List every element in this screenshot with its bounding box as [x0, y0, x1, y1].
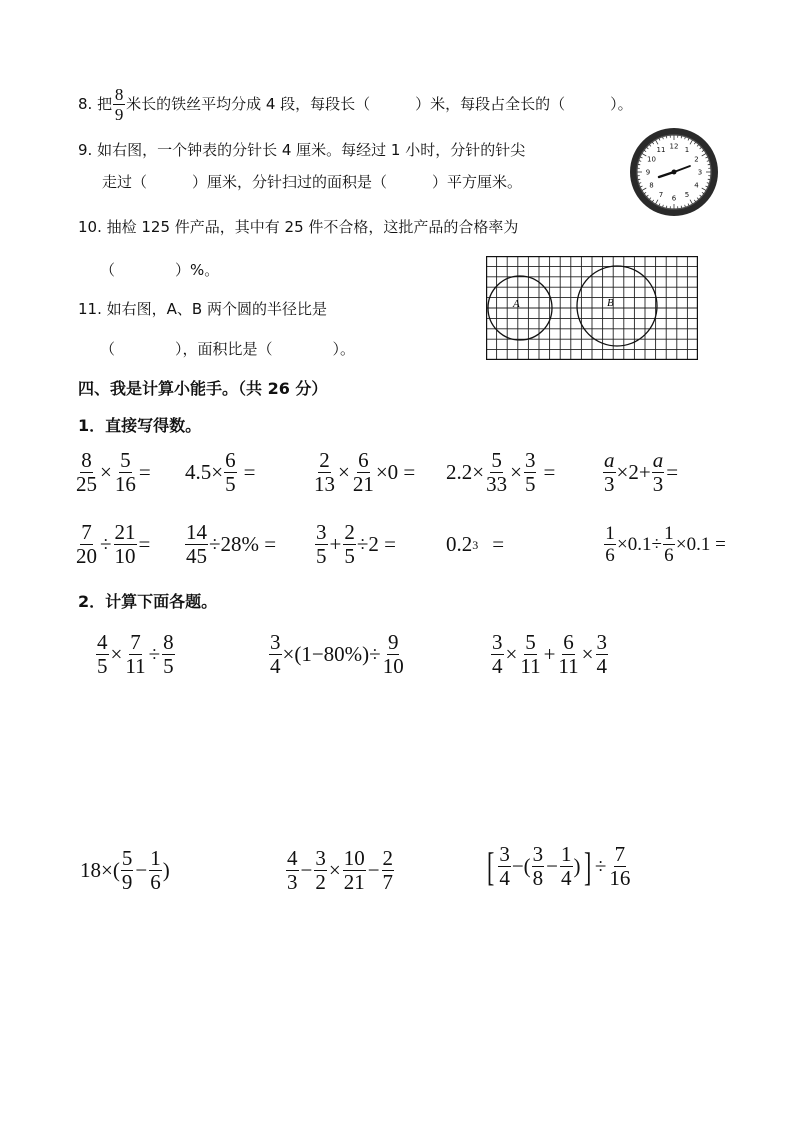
base: 0.2 [446, 532, 473, 556]
tail: ×0 = [375, 460, 416, 484]
clock-number: 12 [669, 142, 679, 151]
mid: ×2+ [616, 460, 651, 484]
eq: = [492, 532, 505, 556]
den: 5 [316, 544, 327, 568]
tail: ÷28% = [209, 532, 277, 556]
op: × [510, 460, 522, 484]
num: 6 [563, 630, 574, 654]
close-paren: ) [573, 854, 581, 878]
num: a [652, 448, 664, 472]
num: 4 [97, 630, 108, 654]
question-8 [78, 86, 633, 123]
den: 45 [186, 544, 207, 568]
clock-number: 1 [684, 145, 690, 154]
q8-text: 米长的铁丝平均分成 4 段，每段长（ ）米，每段占全长的（ ）。 [126, 95, 633, 113]
num: 21 [114, 520, 136, 544]
den: 13 [314, 472, 335, 496]
clock-tick [708, 164, 710, 165]
mid: ×(1−80%)÷ [282, 642, 381, 666]
den: 2 [315, 870, 326, 894]
clock-number: 11 [656, 145, 666, 154]
den: 16 [114, 472, 136, 496]
eq: = [543, 460, 556, 484]
num: 3 [316, 520, 327, 544]
den: 6 [605, 545, 615, 566]
num: 1 [664, 523, 674, 544]
eq: = [666, 460, 679, 484]
clock-tick [666, 136, 667, 138]
num: 5 [120, 448, 131, 472]
clock-number: 6 [671, 194, 677, 203]
num: 14 [186, 520, 207, 544]
op: × [100, 460, 112, 484]
clock-number: 2 [694, 155, 699, 164]
num: 1 [561, 842, 572, 866]
clock-tick [638, 164, 640, 165]
direct-d [446, 450, 556, 495]
tail: ) [162, 858, 170, 882]
clock-number: 4 [694, 181, 699, 190]
clock-image [628, 126, 720, 218]
tail: ÷2 = [356, 532, 396, 556]
num: 5 [121, 846, 133, 870]
num: 3 [532, 842, 544, 866]
den: 8 [532, 866, 544, 890]
q8-prefix: 8. 把 [78, 95, 113, 113]
num: 7 [81, 520, 92, 544]
calc-a [95, 632, 176, 677]
num: 3 [492, 630, 503, 654]
q10-line1: 10. 抽检 125 件产品，其中有 25 件不合格，这批产品的合格率为 [78, 218, 519, 236]
den: 3 [287, 870, 298, 894]
grid-circles-figure [486, 256, 698, 360]
op: × [338, 460, 350, 484]
q8-frac-denominator: 9 [114, 105, 124, 124]
direct-f [74, 522, 151, 567]
circle-a-label: A [513, 298, 520, 310]
den: 6 [664, 545, 674, 566]
direct-b [185, 450, 256, 495]
clock-tick [681, 206, 682, 208]
den: 11 [558, 654, 579, 678]
den: 33 [486, 472, 508, 496]
calc-c [490, 632, 609, 677]
direct-i: 0.2 3 = [446, 532, 505, 556]
den: 5 [97, 654, 108, 678]
den: 25 [76, 472, 97, 496]
num: 5 [525, 630, 536, 654]
num: 3 [270, 630, 281, 654]
op: + [543, 642, 556, 666]
calc-f [484, 844, 632, 889]
num: 3 [499, 842, 510, 866]
num: 3 [315, 846, 326, 870]
q9-line2: 走过（ ）厘米，分针扫过的面积是（ ）平方厘米。 [102, 173, 523, 191]
clock-number: 7 [658, 191, 664, 200]
num: 7 [130, 630, 141, 654]
den: 5 [225, 472, 236, 496]
den: 5 [163, 654, 174, 678]
tail: ×0.1 = [675, 534, 726, 555]
den: 4 [596, 654, 607, 678]
num: 1 [150, 846, 161, 870]
den: 5 [344, 544, 355, 568]
q11-line1: 11. 如右图，A、B 两个圆的半径比是 [78, 300, 327, 318]
den: 21 [352, 472, 374, 496]
q11-line2: （ ），面积比是（ ）。 [100, 340, 356, 358]
num: 3 [596, 630, 607, 654]
op: + [329, 532, 342, 556]
direct-a [74, 450, 152, 495]
den: 11 [520, 654, 541, 678]
eq: = [243, 460, 256, 484]
lead: 18×( [80, 858, 120, 882]
num: 2 [319, 448, 330, 472]
clock-number: 5 [684, 191, 690, 200]
right-bracket: ] [583, 843, 591, 889]
num: 6 [225, 448, 236, 472]
den: 4 [270, 654, 281, 678]
num: 7 [614, 842, 626, 866]
lead: 4.5× [185, 460, 224, 484]
op: ÷ [100, 532, 112, 556]
section-4-title: 四、我是计算小能手。（共 26 分） [78, 379, 328, 398]
num: 1 [605, 523, 615, 544]
eq: = [138, 460, 151, 484]
direct-h [314, 522, 396, 567]
num: 3 [524, 448, 536, 472]
den: 9 [121, 870, 133, 894]
section-4-sub1: 1．直接写得数。 [78, 416, 202, 435]
num: a [604, 448, 615, 472]
op: −( [511, 854, 531, 878]
q10-line2: （ ）%。 [100, 261, 220, 279]
den: 11 [125, 654, 146, 678]
num: 9 [387, 630, 399, 654]
op: × [328, 858, 341, 882]
q9-line1: 9. 如右图，一个钟表的分针长 4 厘米。每经过 1 小时，分针的针尖 [78, 141, 526, 159]
calc-b [268, 632, 406, 677]
eq: = [138, 532, 151, 556]
clock-number: 3 [697, 168, 703, 177]
op: − [546, 854, 559, 878]
num: 2 [382, 846, 394, 870]
den: 10 [114, 544, 136, 568]
op: − [135, 858, 148, 882]
den: 3 [604, 472, 615, 496]
num: 5 [491, 448, 502, 472]
num: 8 [163, 630, 174, 654]
op: ÷ [594, 854, 607, 878]
op: − [367, 858, 380, 882]
den: 4 [499, 866, 510, 890]
clock-tick [708, 179, 710, 180]
clock-tick [681, 136, 682, 138]
den: 10 [382, 654, 404, 678]
mid: ×0.1÷ [617, 534, 662, 555]
num: 10 [343, 846, 365, 870]
direct-c [312, 450, 415, 495]
op: − [300, 858, 313, 882]
num: 2 [344, 520, 355, 544]
op: × [505, 642, 518, 666]
calc-d [80, 848, 170, 893]
den: 5 [524, 472, 536, 496]
clock-tick [666, 206, 667, 208]
clock-tick [638, 179, 640, 180]
clock-number: 8 [649, 181, 654, 190]
q8-fraction [113, 86, 125, 123]
direct-g [184, 522, 276, 567]
clock-number: 10 [647, 155, 656, 164]
den: 7 [382, 870, 394, 894]
den: 3 [652, 472, 664, 496]
clock-number: 9 [645, 168, 651, 177]
op: × [110, 642, 123, 666]
circle-b-label: B [607, 297, 614, 309]
lead: 2.2× [446, 460, 485, 484]
den: 20 [76, 544, 97, 568]
den: 16 [609, 866, 631, 890]
den: 6 [150, 870, 161, 894]
den: 4 [492, 654, 503, 678]
den: 4 [561, 866, 572, 890]
direct-e [602, 450, 679, 495]
op: ÷ [148, 642, 161, 666]
q8-frac-numerator: 8 [114, 85, 124, 104]
section-4-sub2: 2．计算下面各题。 [78, 592, 218, 611]
den: 21 [343, 870, 365, 894]
direct-j [603, 524, 726, 565]
num: 8 [81, 448, 92, 472]
num: 4 [287, 846, 298, 870]
calc-e [285, 848, 395, 893]
op: × [581, 642, 594, 666]
num: 6 [358, 448, 369, 472]
left-bracket: [ [486, 843, 495, 889]
